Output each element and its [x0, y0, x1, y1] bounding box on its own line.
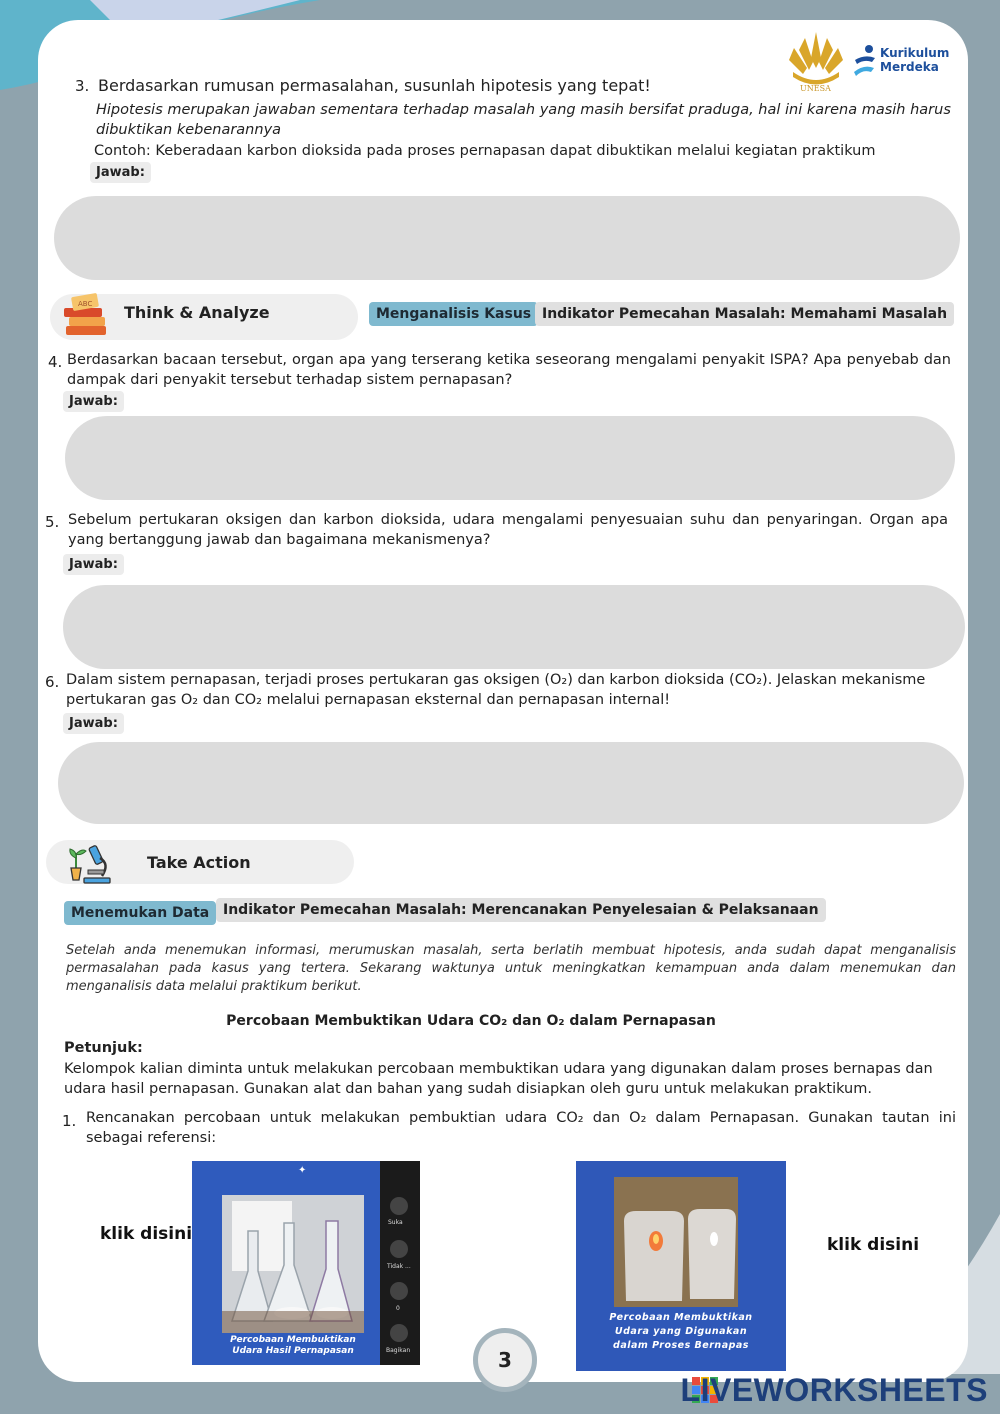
jawab-label: Jawab:	[63, 713, 124, 734]
share-label: Bagikan	[386, 1347, 411, 1354]
tag-menganalisis-kasus: Menganalisis Kasus	[369, 302, 538, 326]
experiment-title: Percobaan Membuktikan Udara CO₂ dan O₂ dalam Pernapasan	[226, 1013, 716, 1029]
take-action-title: Take Action	[147, 853, 251, 872]
tag-indikator-merencanakan: Indikator Pemecahan Masalah: Merencanakan Penyelesaian & Pelaksanaan	[216, 898, 826, 922]
hypothesis-note: Hipotesis merupakan jawaban sementara terhadap masalah yang masih bersifat praduga, hal ini karena masih harus dibuktikan kebenarannya	[96, 102, 951, 138]
petunjuk-text: Kelompok kalian diminta untuk melakukan percobaan membuktikan udara yang digunakan dalam proses bernapas dan udara hasil pernapasan. Gunakan alat dan bahan yang sudah disiapkan oleh guru untuk melakukan praktikum.	[64, 1061, 933, 1097]
petunjuk-label: Petunjuk:	[64, 1040, 143, 1056]
jawab-label: Jawab:	[63, 391, 124, 412]
liveworksheets-watermark: LIVEWORKSHEETS	[680, 1372, 988, 1408]
question-5-number: 5.	[45, 513, 60, 531]
question-5-text: Sebelum pertukaran oksigen dan karbon dioksida, udara mengalami penyesuaian suhu dan penyaringan. Organ apa yang bertanggung jawab dan bagaimana mekanismenya?	[68, 512, 948, 548]
question-6-text: Dalam sistem pernapasan, terjadi proses pertukaran gas oksigen (O₂) dan karbon dioksida (CO₂). Jelaskan mekanisme pertukaran gas O₂ dan CO₂ melalui pernapasan eksternal dan pernapasan internal!	[66, 672, 926, 708]
kurikulum-merdeka-logo-icon	[852, 44, 878, 78]
unesa-label: UNESA	[800, 84, 831, 93]
comment-count: 0	[396, 1305, 400, 1312]
tag-menemukan-data: Menemukan Data	[64, 901, 216, 925]
step-1-number: 1.	[62, 1112, 77, 1130]
step-1-text: Rencanakan percobaan untuk melakukan pembuktian udara CO₂ dan O₂ dalam Pernapasan. Gunakan tautan ini sebagai referensi:	[86, 1110, 956, 1146]
question-4-number: 4.	[48, 353, 63, 371]
tag-indikator-memahami-masalah: Indikator Pemecahan Masalah: Memahami Masalah	[535, 302, 954, 326]
answer-box-q3[interactable]	[54, 196, 960, 280]
jawab-label: Jawab:	[90, 162, 151, 183]
question-6-number: 6.	[45, 673, 60, 691]
answer-box-q4[interactable]	[65, 416, 955, 500]
question-3-number: 3.	[75, 77, 90, 95]
page-number: 3	[473, 1328, 537, 1392]
video-2-link[interactable]: klik disini	[827, 1235, 920, 1255]
think-analyze-title: Think & Analyze	[124, 303, 270, 322]
hypothesis-example: Contoh: Keberadaan karbon dioksida pada proses pernapasan dapat dibuktikan melalui kegiatan praktikum	[94, 143, 876, 159]
kurikulum-merdeka-text: Kurikulum Merdeka	[880, 46, 950, 74]
jawab-label: Jawab:	[63, 554, 124, 575]
answer-box-q5[interactable]	[63, 585, 965, 669]
svg-text:ABC: ABC	[78, 300, 93, 308]
video-1-caption: Percobaan Membuktikan Udara Hasil Pernapasan	[230, 1335, 356, 1356]
answer-box-q6[interactable]	[58, 742, 964, 824]
question-3-text: Berdasarkan rumusan permasalahan, susunlah hipotesis yang tepat!	[98, 76, 651, 95]
svg-text:✦: ✦	[298, 1165, 307, 1176]
books-icon	[60, 292, 112, 342]
like-label: Suka	[388, 1219, 403, 1226]
action-intro-text: Setelah anda menemukan informasi, merumuskan masalah, serta berlatih membuat hipotesis, anda sudah dapat menganalisis permasalahan pada kasus yang tertera. Sekarang waktunya untuk meningkatkan kemampuan anda dalam menemukan dan menganalisis data melalui praktikum berikut.	[66, 943, 956, 994]
question-4-text: Berdasarkan bacaan tersebut, organ apa yang terserang ketika seseorang mengalami penyakit ISPA? Apa penyebab dan dampak dari penyakit tersebut terhadap sistem pernapasan?	[67, 352, 951, 388]
dislike-label: Tidak ...	[387, 1263, 411, 1270]
video-2-thumbnail[interactable]	[576, 1161, 786, 1371]
video-1-link[interactable]: klik disini	[100, 1224, 193, 1244]
microscope-plant-icon	[66, 840, 114, 886]
video-2-caption: Percobaan Membuktikan Udara yang Digunakan dalam Proses Bernapas	[609, 1312, 753, 1351]
video-1-thumbnail[interactable]	[192, 1161, 420, 1365]
